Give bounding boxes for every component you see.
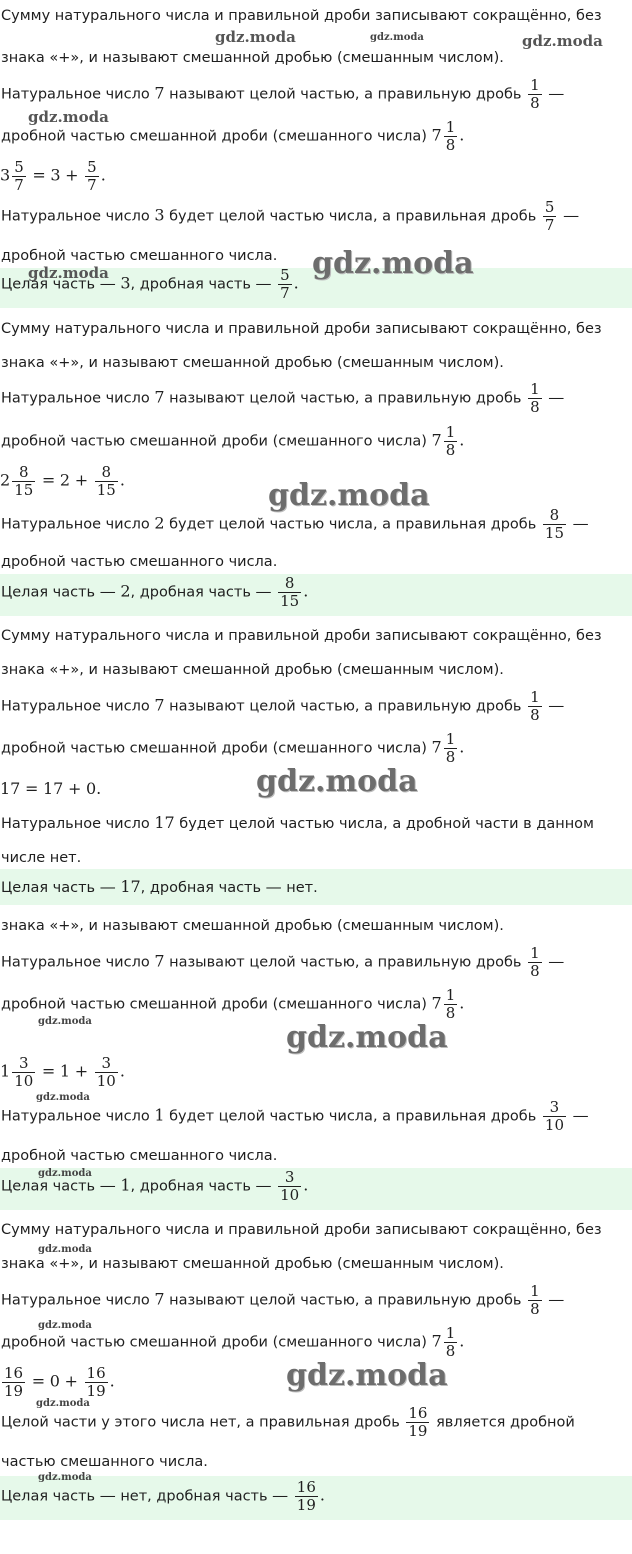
example-text: дробной частью смешанной дроби (смешанного числа) 7 $\frac{1}{8}$ . — [1, 730, 465, 766]
example-text: Натуральное число 7 называют целой частью, а правильную дробь $\frac{1}{8}$ — — [1, 688, 565, 724]
example-line — [0, 378, 632, 424]
explanation-text: дробной частью смешанного числа. — [1, 248, 278, 264]
example-text: дробной частью смешанной дроби (смешанного числа) 7 $\frac{1}{8}$ . — [1, 423, 465, 459]
equation-line — [0, 1054, 632, 1098]
watermark: gdz.moda — [286, 1020, 448, 1055]
explanation-line — [0, 540, 632, 578]
definition-text: Сумму натурального числа и правильной дроби записывают сокращённо, без — [1, 8, 602, 24]
example-line — [0, 942, 632, 988]
explanation-line — [0, 1440, 632, 1478]
watermark: gdz.moda — [522, 32, 603, 50]
answer-line — [0, 1168, 632, 1210]
answer-text: Целая часть — 17, дробная часть — нет. — [1, 877, 318, 896]
definition-text: знака «+», и называют смешанной дробью (смешанным числом). — [1, 662, 504, 678]
definition-line — [0, 1242, 632, 1280]
watermark: gdz.moda — [36, 1092, 90, 1103]
answer-text: Целая часть — нет, дробная часть — $\frac{16}{19}$ . — [1, 1478, 325, 1514]
example-text: дробной частью смешанной дроби (смешанного числа) 7 $\frac{1}{8}$ . — [1, 986, 465, 1022]
explanation-text: Натуральное число 1 будет целой частью числа, а правильная дробь $\frac{3}{10}$ — — [1, 1098, 589, 1134]
answer-line — [0, 574, 632, 616]
example-text: Натуральное число 7 называют целой частью, а правильную дробь $\frac{1}{8}$ — — [1, 76, 565, 112]
watermark: gdz.moda — [28, 264, 109, 282]
explanation-text: Натуральное число 17 будет целой частью числа, а дробной части в данном — [1, 813, 594, 832]
watermark: gdz.moda — [38, 1244, 92, 1255]
explanation-text: Натуральное число 3 будет целой частью числа, а правильная дробь $\frac{5}{7}$ — — [1, 198, 580, 234]
answer-text: Целая часть — 3, дробная часть — $\frac{5}{7}$ . — [1, 266, 299, 302]
watermark: gdz.moda — [38, 1320, 92, 1331]
watermark: gdz.moda — [36, 1398, 90, 1409]
fraction: $\frac{1}{8}$ — [445, 118, 456, 154]
explanation-line — [0, 1134, 632, 1172]
explanation-text: дробной частью смешанного числа. — [1, 554, 278, 570]
watermark: gdz.moda — [38, 1472, 92, 1483]
example-text: Натуральное число 7 называют целой частью, а правильную дробь $\frac{1}{8}$ — — [1, 944, 565, 980]
watermark: gdz.moda — [38, 1016, 92, 1027]
definition-line — [0, 341, 632, 379]
definition-text: Сумму натурального числа и правильной дроби записывают сокращённо, без — [1, 628, 602, 644]
definition-text: знака «+», и называют смешанной дробью (смешанным числом). — [1, 355, 504, 371]
definition-text: знака «+», и называют смешанной дробью (смешанным числом). — [1, 50, 504, 66]
explanation-text: Натуральное число 2 будет целой частью числа, а правильная дробь $\frac{8}{15}$ — — [1, 506, 589, 542]
explanation-text: частью смешанного числа. — [1, 1454, 208, 1470]
equation: 3 $\frac{5}{7}$ = 3 + $\frac{5}{7}$ . — [0, 158, 106, 194]
watermark: gdz.moda — [38, 1168, 92, 1179]
answer-line — [0, 869, 632, 905]
example-line — [0, 423, 632, 467]
equation: 17 = 17 + 0. — [0, 779, 102, 798]
definition-line — [0, 648, 632, 686]
watermark: gdz.moda — [268, 478, 430, 513]
definition-text: знака «+», и называют смешанной дробью (смешанным числом). — [1, 1256, 504, 1272]
definition-line — [0, 1208, 632, 1246]
definition-line — [0, 614, 632, 652]
definition-line — [0, 904, 632, 942]
fraction: $\frac{1}{8}$ — [530, 76, 540, 112]
watermark: gdz.moda — [370, 32, 424, 43]
watermark: gdz.moda — [215, 28, 296, 46]
explanation-text: Целой части у этого числа нет, а правильная дробь $\frac{16}{19}$ является дробной — [1, 1404, 575, 1440]
equation: 1 $\frac{3}{10}$ = 1 + $\frac{3}{10}$ . — [0, 1054, 125, 1090]
watermark: gdz.moda — [312, 246, 474, 281]
example-line — [0, 1280, 632, 1326]
example-text: дробной частью смешанной дроби (смешанного числа) 7 $\frac{1}{8}$ . — [1, 1324, 465, 1360]
example-text: дробной частью смешанной дроби (смешанного числа) 7 $\frac{1}{8}$ . — [1, 118, 465, 154]
watermark: gdz.moda — [256, 764, 418, 799]
watermark: gdz.moda — [28, 108, 109, 126]
definition-text: Сумму натурального числа и правильной дроби записывают сокращённо, без — [1, 321, 602, 337]
example-text: Натуральное число 7 называют целой частью, а правильную дробь $\frac{1}{8}$ — — [1, 1282, 565, 1318]
example-text: Натуральное число 7 называют целой частью, а правильную дробь $\frac{1}{8}$ — — [1, 380, 565, 416]
answer-text: Целая часть — 2, дробная часть — $\frac{8}{15}$ . — [1, 574, 309, 610]
answer-text: Целая часть — 1, дробная часть — $\frac{3}{10}$ . — [1, 1168, 309, 1204]
answer-line — [0, 1476, 632, 1520]
explanation-text: дробной частью смешанного числа. — [1, 1148, 278, 1164]
equation: 2 $\frac{8}{15}$ = 2 + $\frac{8}{15}$ . — [0, 463, 125, 499]
explanation-text: числе нет. — [1, 850, 82, 866]
definition-text: Сумму натурального числа и правильной дроби записывают сокращённо, без — [1, 1222, 602, 1238]
equation: $\frac{16}{19}$ = 0 + $\frac{16}{19}$ . — [4, 1364, 115, 1400]
explanation-line — [0, 802, 632, 840]
example-line — [0, 686, 632, 732]
definition-text: знака «+», и называют смешанной дробью (смешанным числом). — [1, 918, 504, 934]
definition-line — [0, 307, 632, 345]
watermark: gdz.moda — [286, 1358, 448, 1393]
